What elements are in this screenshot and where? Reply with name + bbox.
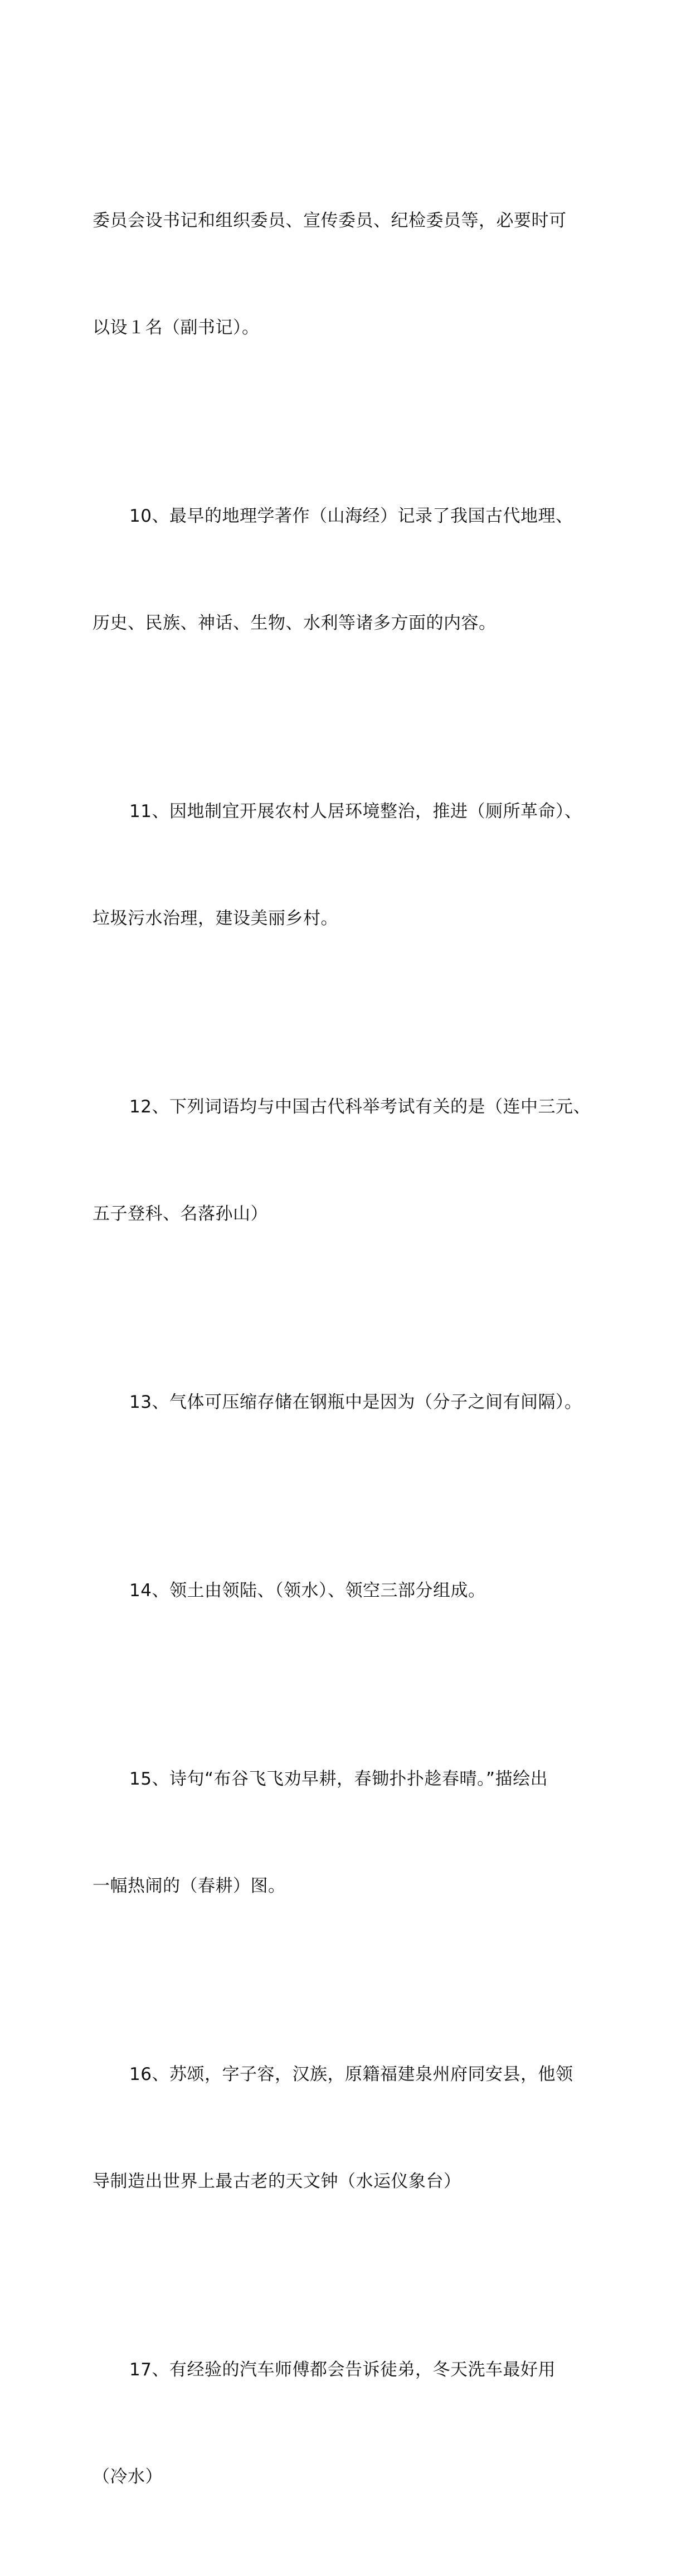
paragraph-line: 12、下列词语均与中国古代科举考试有关的是（连中三元、 [129,1097,591,1117]
paragraph-item-17 [93,2281,616,2566]
paragraph-line: 一幅热闹的（春耕）图。 [93,1876,286,1896]
document-body [93,132,616,2576]
paragraph-committee [93,132,616,417]
paragraph-item-14 [93,1501,616,1680]
paragraph-line: 17、有经验的汽车师傅都会告诉徒弟，冬天洗车最好用 [129,2360,556,2380]
paragraph-item-13 [93,1313,616,1491]
paragraph-line: 16、苏颂，字子容，汉族，原籍福建泉州府同安县，他领 [129,2064,573,2084]
paragraph-line: 五子登科、名落孙山） [93,1204,268,1224]
paragraph-line: 历史、民族、神话、生物、水利等诸多方面的内容。 [93,613,497,633]
paragraph-item-12 [93,1018,616,1303]
paragraph-line: 10、最早的地理学著作（山海经）记录了我国古代地理、 [129,506,573,526]
paragraph-line: （冷水） [93,2467,163,2487]
paragraph-line: 以设１名（副书记）。 [93,318,260,338]
paragraph-line: 11、因地制宜开展农村人居环境整治，推进（厕所革命）、 [129,801,582,822]
paragraph-item-10 [93,427,616,712]
paragraph-line: 垃圾污水治理，建设美丽乡村。 [93,908,338,929]
paragraph-item-11 [93,722,616,1008]
paragraph-item-15 [93,1690,616,1975]
paragraph-item-16 [93,1985,616,2271]
paragraph-line: 13、气体可压缩存储在钢瓶中是因为（分子之间有间隔）。 [129,1392,582,1412]
paragraph-line: 14、领土由领陆、（领水）、领空三部分组成。 [129,1581,486,1601]
paragraph-line: 15、诗句“布谷飞飞劝早耕，春锄扑扑趁春晴。”描绘出 [129,1769,548,1789]
paragraph-line: 导制造出世界上最古老的天文钟（水运仪象台） [93,2171,461,2191]
paragraph-line: 委员会设书记和组织委员、宣传委员、纪检委员等，必要时可 [93,211,567,231]
